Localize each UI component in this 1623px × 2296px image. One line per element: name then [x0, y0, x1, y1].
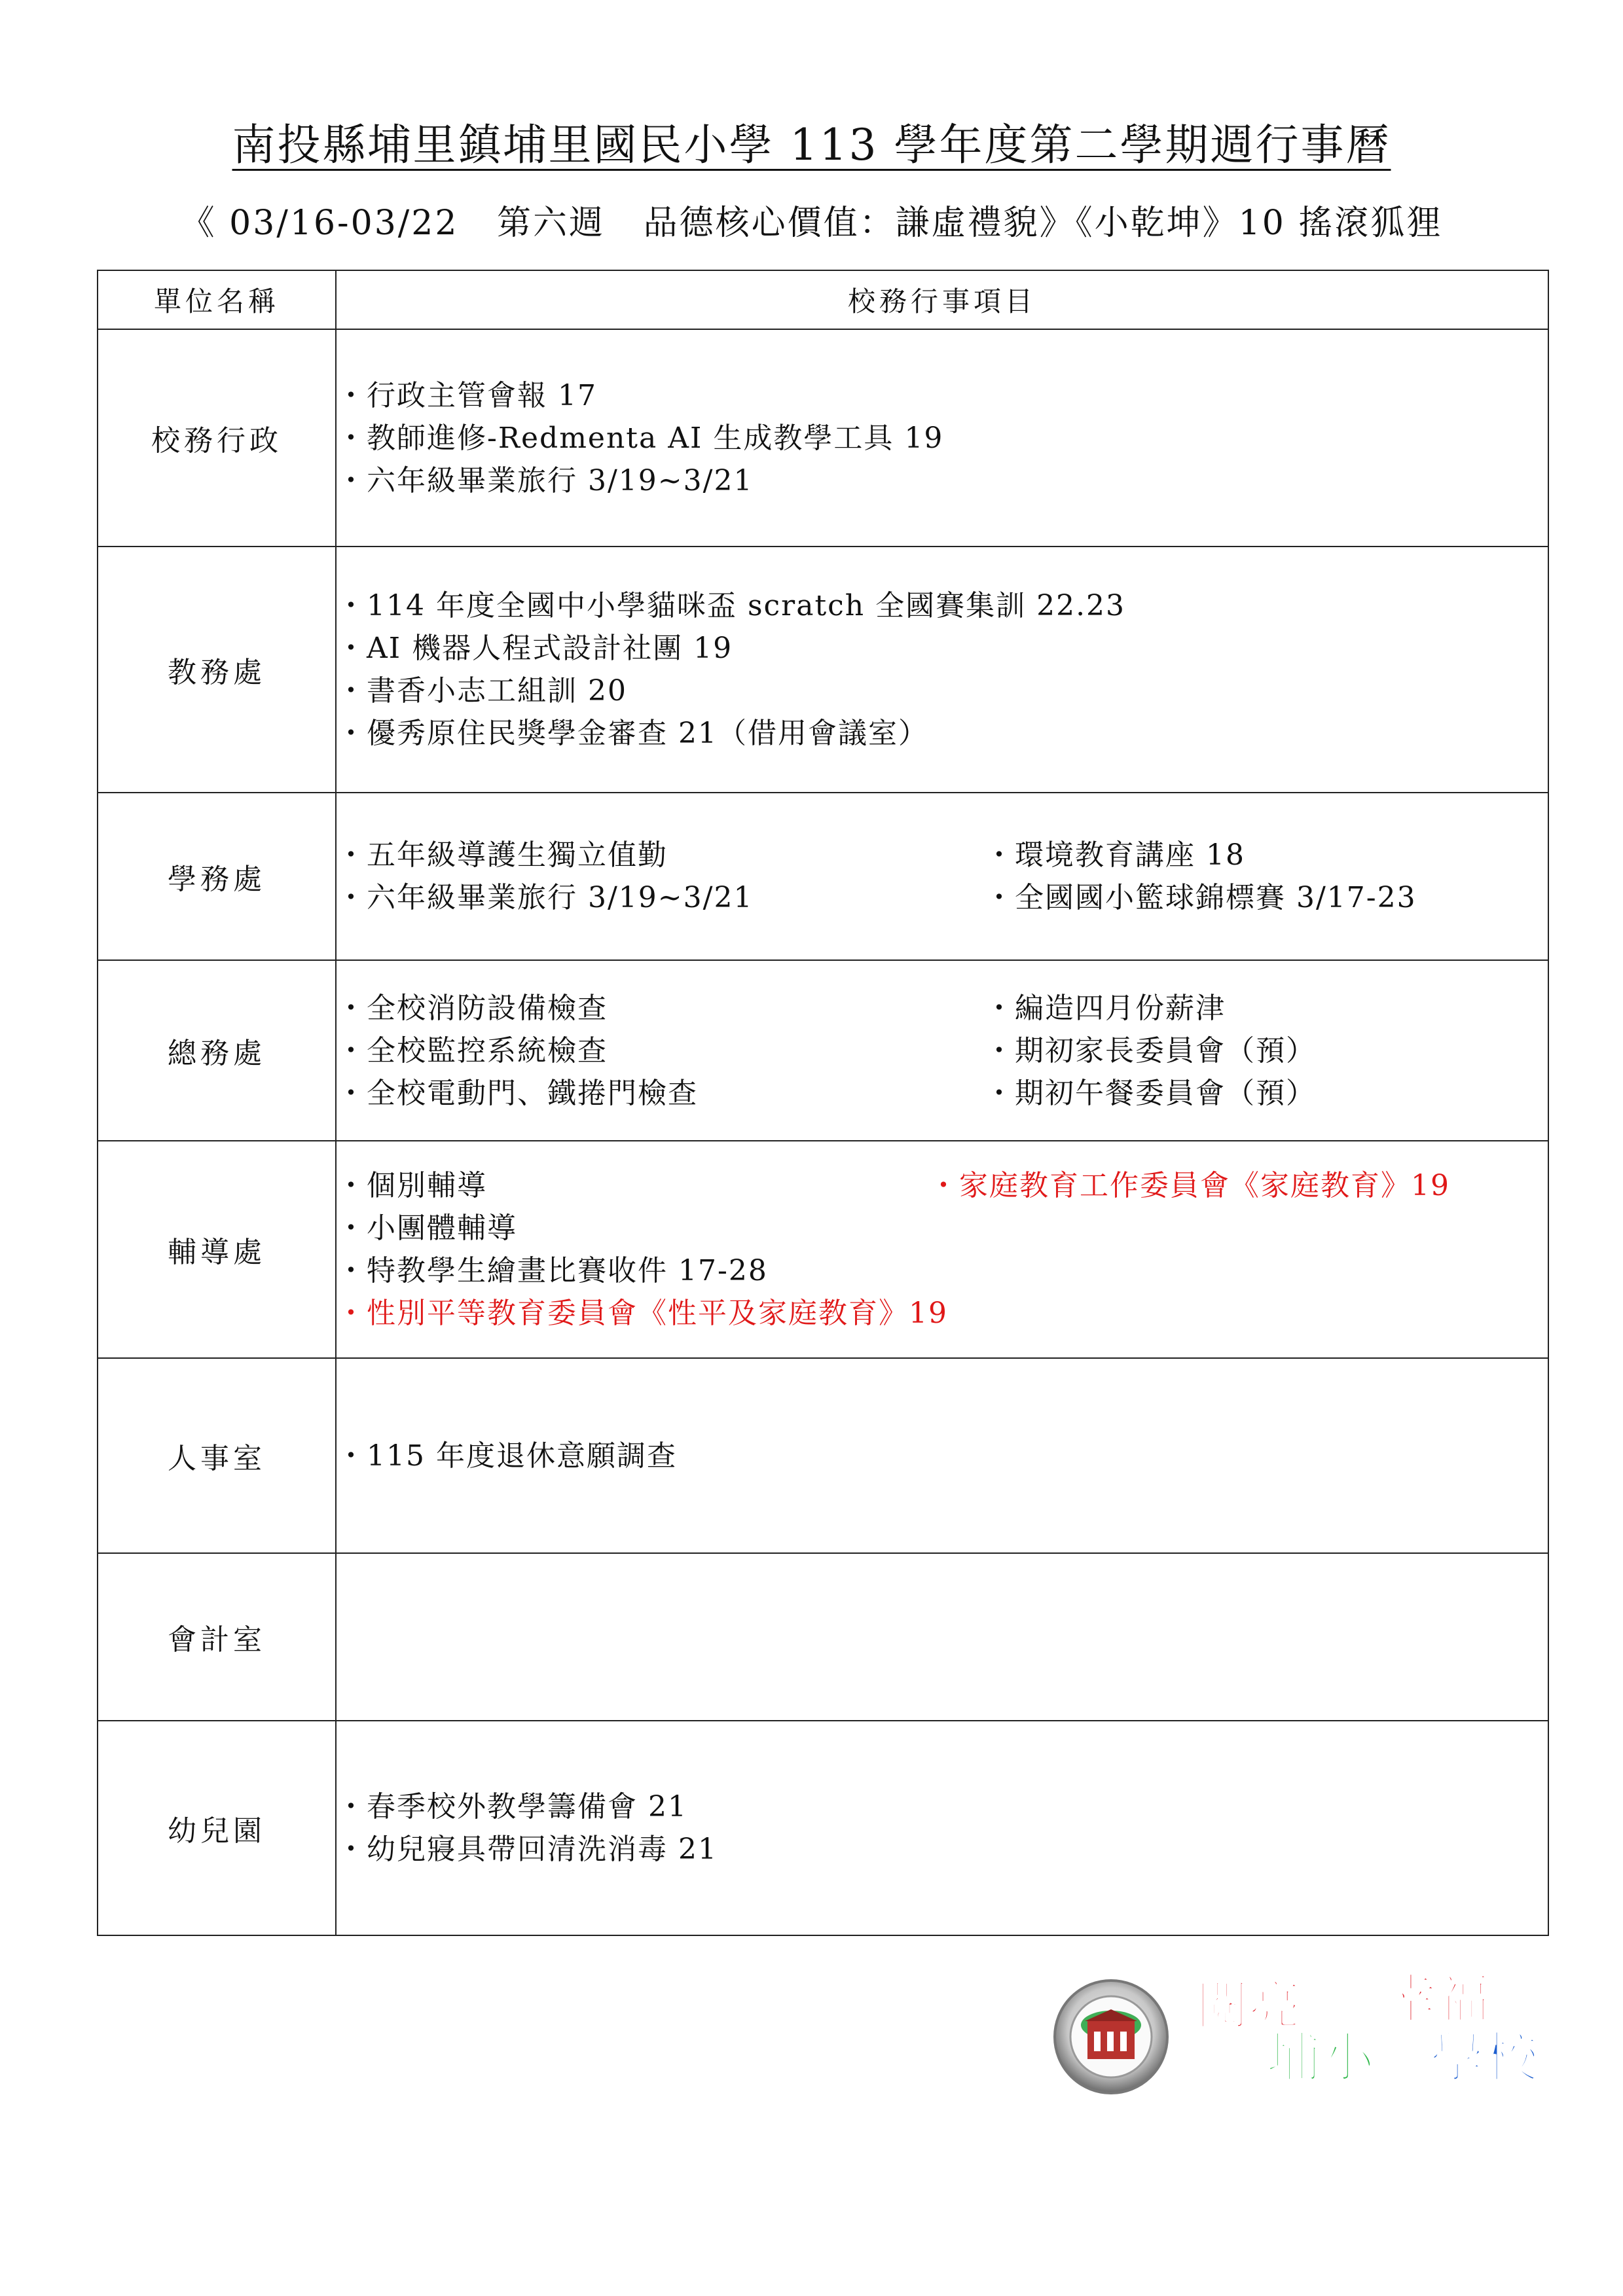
list-item: ・115 年度退休意願調查 [337, 1439, 677, 1473]
list-item: ・編造四月份薪津 [985, 991, 1226, 1025]
unit-name: 總務處 [98, 960, 336, 1141]
list-item: ・全校電動門、鐵捲門檢查 [337, 1076, 698, 1110]
items-cell [336, 1141, 1548, 1358]
logo-text-school-short: 埔小 [1267, 2027, 1375, 2089]
table-row [98, 1721, 1548, 1935]
table-row [98, 1141, 1548, 1358]
header-unit: 單位名稱 [98, 270, 336, 329]
page-title [0, 110, 1623, 172]
list-item: ・優秀原住民獎學金審查 21（借用會議室） [337, 717, 928, 750]
unit-name: 校務行政 [98, 329, 336, 547]
table-row [98, 793, 1548, 960]
items-cell [336, 793, 1548, 960]
list-item: ・全校監控系統檢查 [337, 1033, 608, 1067]
list-item: ・幼兒寢具帶回清洗消毒 21 [337, 1833, 718, 1866]
unit-name: 幼兒園 [98, 1721, 336, 1935]
list-item: ・期初午餐委員會（預） [985, 1076, 1316, 1110]
list-item: ・行政主管會報 17 [337, 378, 597, 412]
list-item: ・AI 機器人程式設計社團 19 [337, 632, 733, 665]
table-row [98, 1553, 1548, 1721]
school-emblem-icon [1051, 1971, 1548, 2102]
list-item: ・環境教育講座 18 [985, 838, 1245, 872]
list-item-highlight: ・性別平等教育委員會《性平及家庭教育》19 [337, 1297, 948, 1330]
table-row [98, 1358, 1548, 1553]
items-cell [336, 1358, 1548, 1553]
list-item: ・特教學生繪畫比賽收件 17-28 [337, 1254, 768, 1287]
list-item: ・全校消防設備檢查 [337, 991, 608, 1025]
list-item: ・個別輔導 [337, 1169, 487, 1202]
list-item: ・114 年度全國中小學貓咪盃 scratch 全國賽集訓 22.23 [337, 589, 1126, 622]
header-row [98, 270, 1548, 329]
school-logo [1051, 1971, 1548, 2102]
unit-name: 教務處 [98, 547, 336, 793]
unit-name: 學務處 [98, 793, 336, 960]
items-cell [336, 1553, 1548, 1721]
list-item: ・小團體輔導 [337, 1211, 517, 1245]
list-item: ・六年級畢業旅行 3/19~3/21 [337, 463, 754, 497]
calendar-table [97, 270, 1549, 1936]
logo-text-read: 閱亮 [1196, 1975, 1301, 2036]
header-items: 校務行事項目 [336, 270, 1548, 329]
items-cell [336, 547, 1548, 793]
table-row [98, 547, 1548, 793]
list-item: ・教師進修-Redmenta AI 生成教學工具 19 [337, 421, 944, 455]
list-item: ・期初家長委員會（預） [985, 1033, 1316, 1067]
list-item: ・全國國小籃球錦標賽 3/17-23 [985, 881, 1417, 914]
list-item: ・書香小志工組訓 20 [337, 674, 627, 708]
logo-text-school: 學校 [1431, 2027, 1539, 2089]
list-item: ・六年級畢業旅行 3/19~3/21 [337, 881, 754, 914]
unit-name: 人事室 [98, 1358, 336, 1553]
list-item: ・五年級導護生獨立值勤 [337, 838, 668, 872]
list-item: ・春季校外教學籌備會 21 [337, 1790, 687, 1823]
items-cell [336, 329, 1548, 547]
unit-name: 會計室 [98, 1553, 336, 1721]
table-row [98, 329, 1548, 547]
week-subtitle: 《 03/16-03/22 第六週 品德核心價值：謙虛禮貌》《小乾坤》10 搖滾狐狸 [180, 204, 1443, 243]
table-row [98, 960, 1548, 1141]
items-cell [336, 960, 1548, 1141]
page-title-text: 南投縣埔里鎮埔里國民小學 113 學年度第二學期週行事曆 [232, 120, 1391, 170]
list-item-highlight: ・家庭教育工作委員會《家庭教育》19 [929, 1169, 1450, 1202]
logo-text-happy: 幸福 [1385, 1971, 1489, 2030]
items-cell [336, 1721, 1548, 1935]
unit-name: 輔導處 [98, 1141, 336, 1358]
